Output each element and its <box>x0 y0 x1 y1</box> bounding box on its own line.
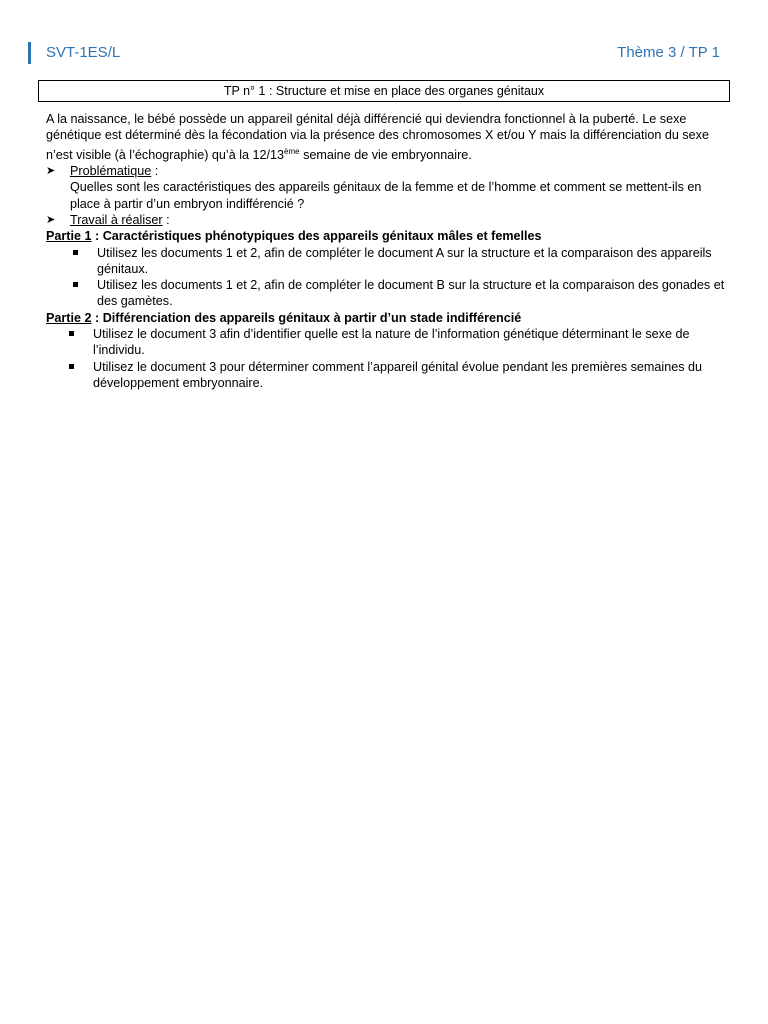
intro-paragraph <box>46 111 726 163</box>
header-course-label: SVT-1ES/L <box>46 44 121 61</box>
list-item <box>46 277 726 310</box>
arrow-bullet-icon: ➤ <box>46 213 56 226</box>
list-item-text: Utilisez le document 3 pour déterminer comment l’appareil génital évolue pendant les premières semaines du développement embryonnaire. <box>93 359 703 390</box>
problematique-text: Quelles sont les caractéristiques des appareils génitaux de la femme et de l’homme et comment se mettent-ils en place à partir d’un embryon indifférencié ? <box>70 180 702 211</box>
travail-heading <box>46 212 726 228</box>
partie2-label: Partie 2 <box>46 310 92 325</box>
document-title: TP n° 1 : Structure et mise en place des organes génitaux <box>38 80 730 102</box>
problematique-label: Problématique <box>70 164 152 179</box>
problematique-colon: : <box>151 164 159 179</box>
list-item <box>46 245 726 278</box>
header-theme-label: Thème 3 / TP 1 <box>617 44 720 61</box>
intro-superscript: ème <box>284 146 300 156</box>
list-item <box>46 359 726 392</box>
arrow-bullet-icon: ➤ <box>46 165 56 178</box>
partie2-heading <box>46 310 726 326</box>
list-item-text: Utilisez les documents 1 et 2, afin de compléter le document B sur la structure et la comparaison des gonades et des gamètes. <box>97 278 725 309</box>
list-item-text: Utilisez les documents 1 et 2, afin de compléter le document A sur la structure et la comparaison des appareils génitaux. <box>97 245 712 276</box>
list-item <box>46 326 726 359</box>
square-bullet-icon <box>69 331 74 336</box>
problematique-heading <box>46 163 726 179</box>
partie1-heading <box>46 228 726 244</box>
travail-label: Travail à réaliser <box>70 212 163 227</box>
square-bullet-icon <box>73 250 78 255</box>
partie1-list <box>46 245 726 310</box>
square-bullet-icon <box>69 364 74 369</box>
list-item-text: Utilisez le document 3 afin d’identifier quelle est la nature de l’information génétique déterminant le sexe de l’individu. <box>93 327 690 358</box>
partie2-title: : Différenciation des appareils génitaux à partir d’un stade indifférencié <box>91 310 522 325</box>
document-body <box>46 111 726 391</box>
square-bullet-icon <box>73 282 78 287</box>
travail-colon: : <box>162 212 170 227</box>
intro-text-end: semaine de vie embryonnaire. <box>299 147 472 162</box>
partie1-label: Partie 1 <box>46 229 92 244</box>
intro-text: A la naissance, le bébé possède un appareil génital déjà différencié qui deviendra fonctionnel à la puberté. Le sexe génétique est déterminé dès la fécondation via la présence des chromosomes X et/ou Y mais la différenciation du sexe n’est visible (à l’échographie) qu’à la 12/13 <box>46 112 709 162</box>
partie1-title: : Caractéristiques phénotypiques des appareils génitaux mâles et femelles <box>91 229 542 244</box>
partie2-list <box>46 326 726 391</box>
header-accent-bar <box>28 42 31 64</box>
